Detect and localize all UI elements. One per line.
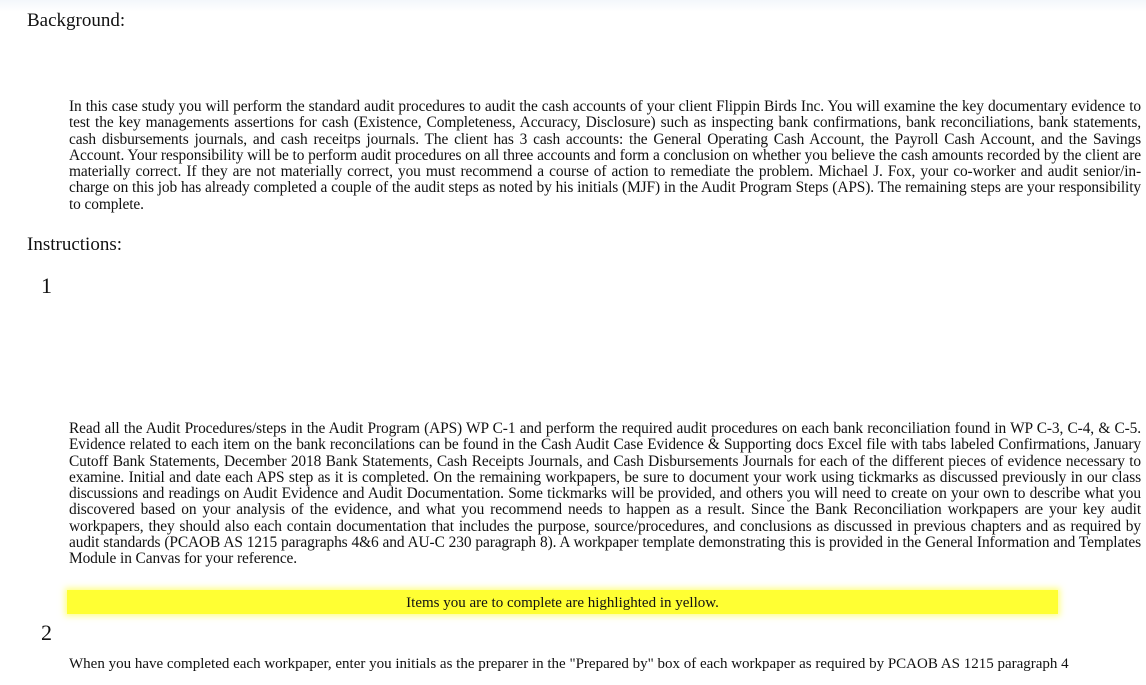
step-2-text: When you have completed each workpaper, enter you initials as the preparer in the "Prepared by" box of each workpaper as required by PCAOB AS 1215 paragraph 4 xyxy=(69,656,1069,672)
top-edge-shading xyxy=(0,0,1146,12)
step-1-text: Read all the Audit Procedures/steps in the Audit Program (APS) WP C-1 and perform the required audit procedures on each bank reconciliation found in WP C-3, C-4, & C-5. Evidence related to each item on the bank reconcilations can be found in the Cash Audit Case Evidence & Supporting docs Excel file with tabs labeled Confirmations, January Cutoff Bank Statements, December 2018 Bank Statements, Cash Receipts Journals, and Cash Disbursements Journals for each of the different pieces of evidence necessary to examine. Initial and date each APS step as it is completed. On the remaining workpapers, be sure to document your work using tickmarks as discussed previously in our class discussions and readings on Audit Evidence and Audit Documentation. Some tickmarks will be provided, and others you will need to create on your own to describe what you discovered based on your analysis of the evidence, and what you recommend needs to happen as a result. Since the Bank Reconciliation workpapers are your key audit workpapers, they should also each contain documentation that includes the purpose, source/procedures, and conclusions as discussed in previous chapters and as required by audit standards (PCAOB AS 1215 paragraphs 4&6 and AU-C 230 paragraph 8). A workpaper template demonstrating this is provided in the General Information and Templates Module in Canvas for your reference. xyxy=(69,420,1141,568)
background-heading: Background: xyxy=(27,10,126,31)
step-1-number: 1 xyxy=(41,273,52,298)
background-paragraph: In this case study you will perform the standard audit procedures to audit the cash accounts of your client Flippin Birds Inc. You will examine the key documentary evidence to test the key managements assertions for cash (Existence, Completeness, Accuracy, Disclosure) such as inspecting bank confirmations, bank reconciliations, bank statements, cash disbursements journals, and cash receitps journals. The client has 3 cash accounts: the General Operating Cash Account, the Payroll Cash Account, and the Savings Account. Your responsibility will be to perform audit procedures on all three accounts and form a conclusion on whether you believe the cash amounts recorded by the client are materially correct. If they are not materially correct, you must recommend a course of action to remediate the problem. Michael J. Fox, your co-worker and audit senior/in-charge on this job has already completed a couple of the audit steps as noted by his initials (MJF) in the Audit Program Steps (APS). The remaining steps are your responsibility to complete. xyxy=(69,98,1141,213)
highlight-note: Items you are to complete are highlighted in yellow. xyxy=(67,590,1058,614)
step-2-number: 2 xyxy=(41,620,52,645)
instructions-heading: Instructions: xyxy=(27,234,122,255)
